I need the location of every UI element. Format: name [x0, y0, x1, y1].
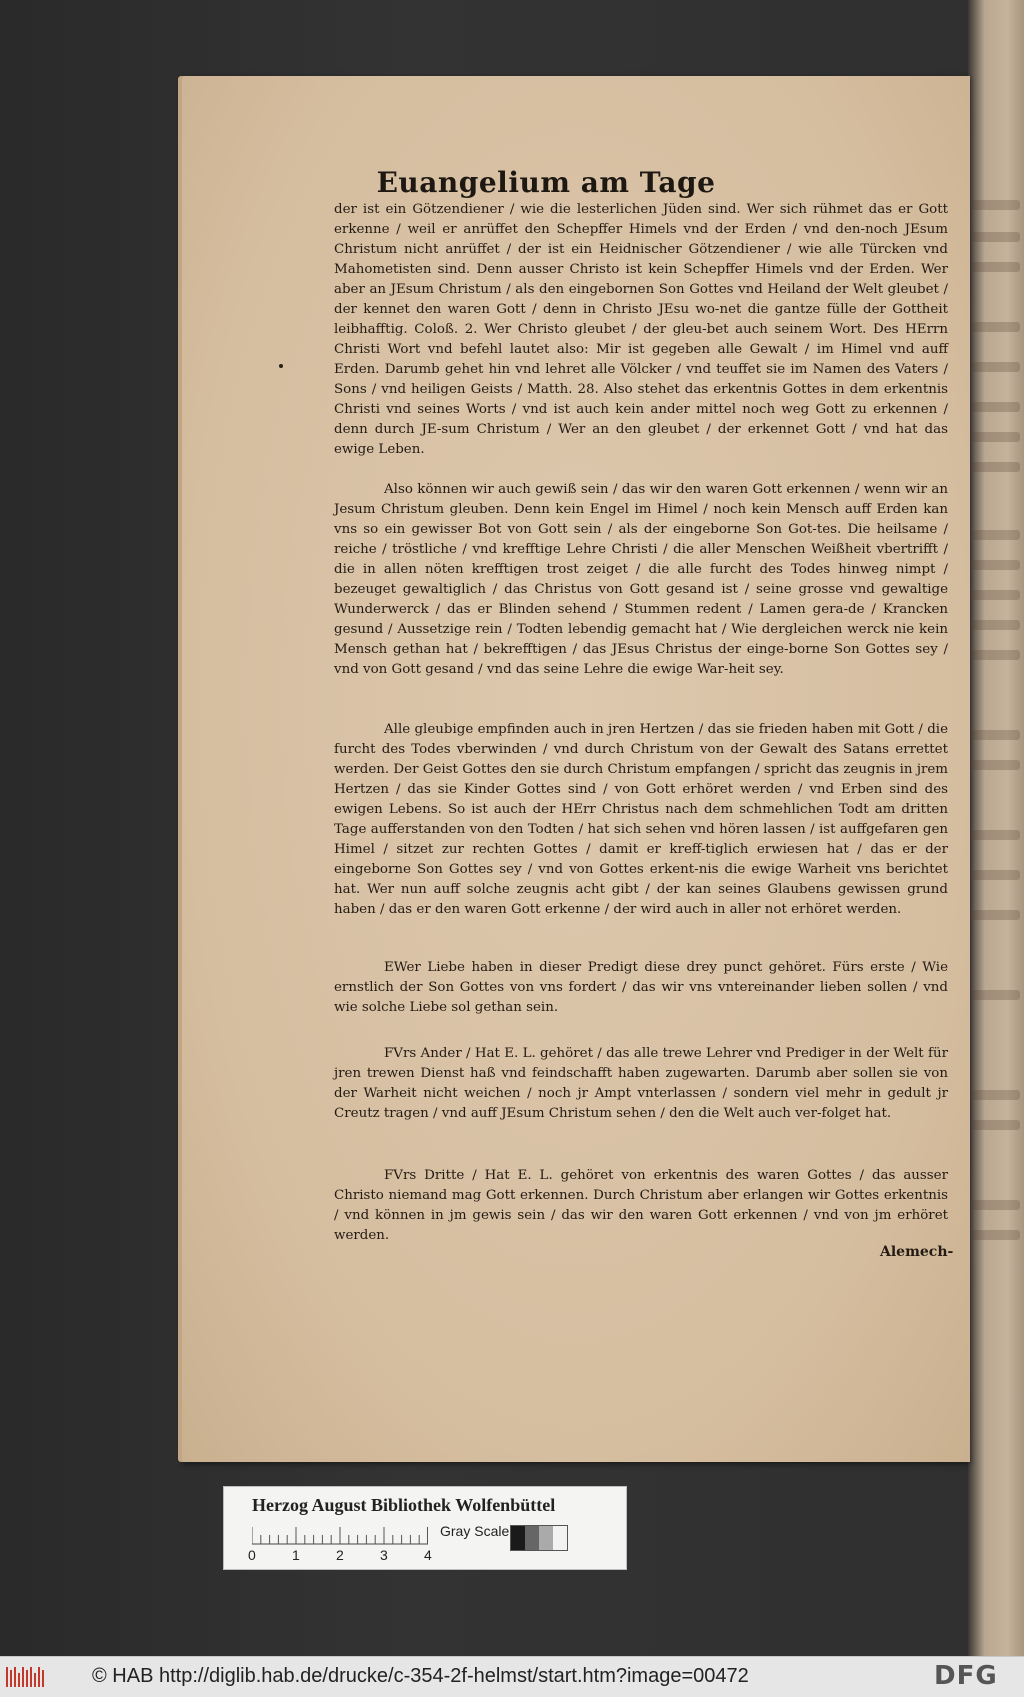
margin-mark — [279, 364, 283, 368]
gray-scale-swatches — [510, 1525, 568, 1551]
dfg-logo: DFG — [934, 1661, 998, 1691]
paragraph-2: Also können wir auch gewiß sein / das wir den waren Gott erkennen / wenn wir an Jesum Christum gleuben. Denn kein Engel im Himel / noch kein Mensch auff Erden kan vns so ein gewisser Bot von Gott sein / als der eingeborne Son Got-tes. Die heilsame / reiche / tröstliche / vnd krefftige Lehre Christi / die aller Menschen Weißheit vbertrifft / die in allen nöten krefftigen trost zeiget / die alle furcht des Todes hinweg nimpt / bezeuget gewaltiglich / das Christus von Gott gesand ist / seine grosse vnd gewaltige Wunderwerck / das er Blinden sehend / Stummen redent / Lamen gera-de / Krancken gesund / Aussetzige rein / Todten lebendig gemacht hat / Wie dergleichen werck nie kein Mensch gethan hat / bekrefftigen / das JEsus Christus der einge-borne Son Gottes sey / vnd von Gott gesand / vnd das seine Lehre die ewige War-heit sey. — [334, 482, 948, 677]
gray-scale-label: Gray Scale — [440, 1523, 510, 1539]
ruler-number: 1 — [292, 1547, 300, 1563]
ruler-number: 2 — [336, 1547, 344, 1563]
ruler-numbers — [248, 1547, 438, 1565]
hab-logo-icon — [6, 1665, 46, 1689]
facing-page-edge — [968, 0, 1024, 1656]
page-title: Euangelium am Tage — [376, 166, 716, 199]
paragraph-3: Alle gleubige empfinden auch in jren Hertzen / das sie frieden haben mit Gott / die furcht des Todes vberwinden / vnd durch Christum von der Gewalt des Satans errettet werden. Der Geist Gottes den sie durch Christum empfangen / spricht das zeugnis in jrem Hertzen / das sie Kinder Gottes sind / von Gott erhöret werden / vnd Erben sind des ewigen Lebens. So ist auch der HErr Christus nach dem schmehlichen Todt am dritten Tage aufferstanden von den Todten / hat sich sehen vnd hören lassen / ist auffgefaren gen Himel / sitzet zur rechten Gottes / damit er kreff-tiglich erwiesen hat / das er der eingeborne Son Gottes sey / vnd von Gottes erkent-nis die ewige Warheit vns berichtet hat. Wer nun auff solche zeugnis acht gibt / der kan seines Glaubens gewissen grund haben / das er den waren Gott erkenne / der wird auch in aller not erhöret werden. — [334, 722, 948, 917]
catchword: Alemech- — [880, 1244, 954, 1260]
library-name: Herzog August Bibliothek Wolfenbüttel — [252, 1495, 556, 1515]
library-label — [223, 1486, 627, 1570]
footer-url[interactable]: © HAB http://diglib.hab.de/drucke/c-354-2f-helmst/start.htm?image=00472 — [92, 1665, 749, 1687]
ruler-number: 0 — [248, 1547, 256, 1563]
paragraph-5: FVrs Ander / Hat E. L. gehöret / das alle trewe Lehrer vnd Prediger in der Welt für jren trewen Dienst haß vnd feindschafft haben zugewarten. Darumb aber sollen sie von der Warheit nicht weichen / noch jr Ampt vnterlassen / sondern viel mehr in gedult jr Creutz tragen / vnd auff JEsum Christum sehen / den die Welt auch ver-folget hat. — [334, 1046, 948, 1121]
paragraph-1: der ist ein Götzendiener / wie die lesterlichen Jüden sind. Wer sich rühmet das er Gott erkenne / weil er anrüffet den Schepffer Himels vnd der Erden / vnd den-noch JEsum Christum nicht anrüffet / der ist ein Heidnischer Götzendiener / wie alle Türcken vnd Mahometisten sind. Denn ausser Christo ist kein Schepffer Himels vnd der Erden. Wer aber an JEsum Christum / als den eingebornen Son Gottes vnd Heiland der Welt gleubet / der kennet den waren Gott / denn in Christo JEsu wo-net die gantze fülle der Gottheit leibhafftig. Coloß. 2. Wer Christo gleubet / der gleu-bet auch seinem Wort. Des HErrn Christi Wort vnd befehl lautet also: Mir ist gegeben alle Gewalt / im Himel vnd auff Erden. Darumb gehet hin vnd lehret alle Völcker / vnd teuffet sie im Namen des Vaters / Sons / vnd heiligen Geists / Matth. 28. Also stehet das erkentnis Gottes in dem erkentnis Christi vnd seines Worts / vnd ist auch kein ander mittel noch weg Gott zu erkennen / denn durch JE-sum Christum / Wer an den gleubet / der erkennet Gott / vnd hat das ewige Leben. — [334, 202, 948, 457]
ruler-number: 4 — [424, 1547, 432, 1563]
paragraph-4: EWer Liebe haben in dieser Predigt diese drey punct gehöret. Fürs erste / Wie ernstlich der Son Gottes von vns fordert / das wir vns vntereinander lieben sollen / vnd wie solche Liebe sol gethan sein. — [334, 960, 948, 1015]
footer-bar — [0, 1656, 1024, 1697]
paragraph-6: FVrs Dritte / Hat E. L. gehöret von erkentnis des waren Gottes / das ausser Christo niemand mag Gott erkennen. Durch Christum aber erlangen wir Gottes erkentnis / vnd können in jm gewis sein / das wir den waren Gott erkennen / vnd von jm erhöret werden. — [334, 1168, 948, 1243]
scale-ruler — [252, 1523, 428, 1545]
ruler-number: 3 — [380, 1547, 388, 1563]
